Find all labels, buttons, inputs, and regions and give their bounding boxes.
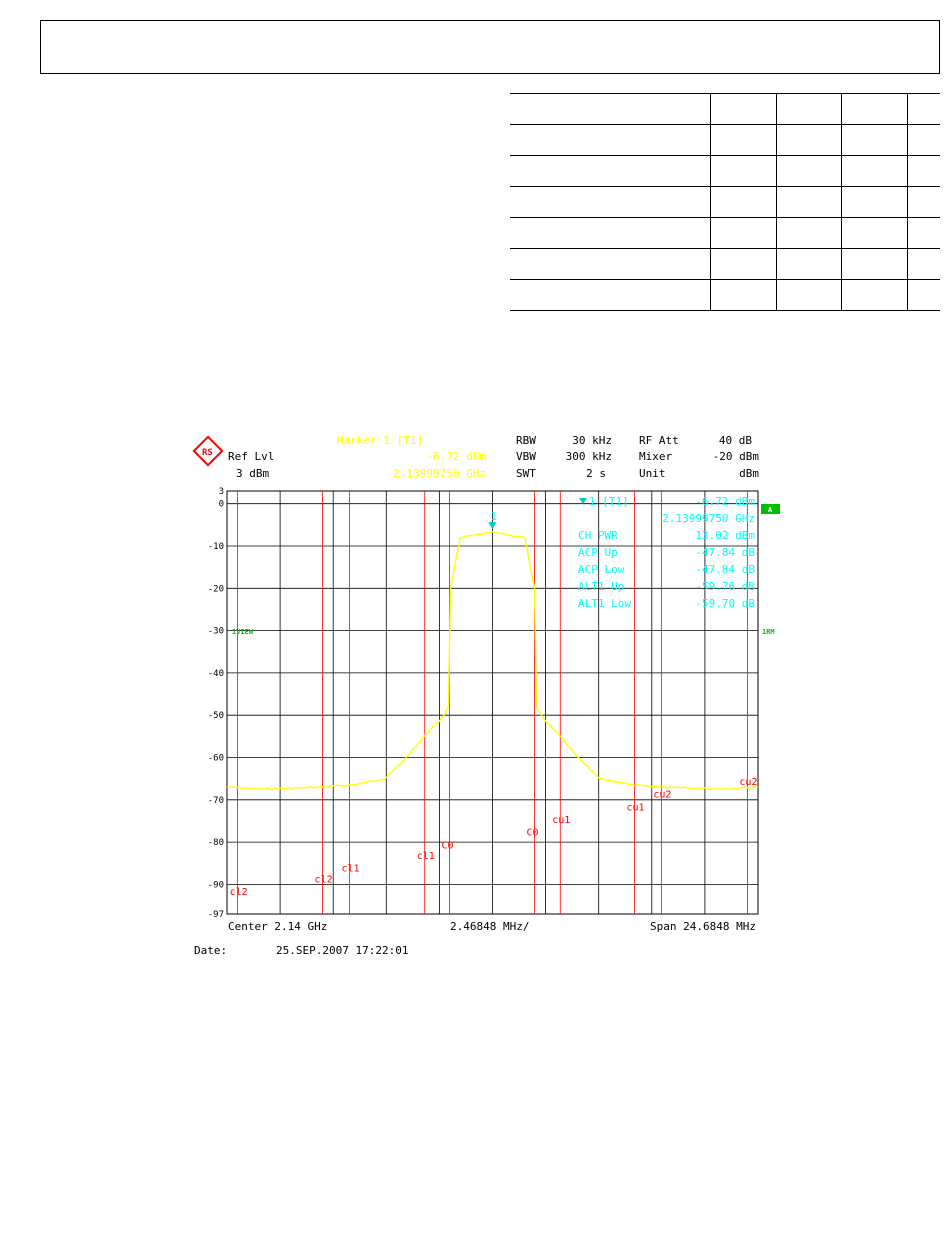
y-tick-label: -20 [207,584,224,595]
y-tick-label: -30 [207,626,224,637]
y-tick-label: -70 [207,795,224,806]
channel-label: cu1 [552,815,571,827]
marker-frequency: 2.13999750 GHz [393,467,486,480]
rf-att-value: 40 dB [718,434,752,447]
trace-a-badge-label: A [767,506,773,514]
y-tick-label: -80 [207,838,224,849]
acp-up-value: -47.84 dB [695,546,755,559]
rf-att-label: RF Att [639,434,679,447]
alt1-low-value: -59.70 dB [695,597,755,610]
date-value: 25.SEP.2007 17:22:01 [276,944,409,957]
channel-label: cl1 [341,863,360,875]
channel-label: cl1 [416,851,435,863]
y-tick-label: 3 [218,487,224,497]
alt1-up-label: ALT1 Up [578,580,625,593]
marker-level: -6.72 dBm [426,450,486,463]
view-label: 1VIEW [232,628,254,636]
rbw-value: 30 kHz [572,434,612,447]
y-tick-label: -10 [207,541,224,552]
channel-label: cu2 [739,776,758,788]
y-tick-label: -60 [207,753,224,764]
swt-value: 2 s [586,467,606,480]
y-tick-label: -40 [207,668,224,679]
ch-pwr-value: 13.02 dBm [695,529,755,542]
mixer-label: Mixer [639,450,673,463]
y-tick-label: 0 [218,499,224,510]
y-tick-label: -50 [207,711,224,722]
acp-low-label: ACP Low [578,563,625,576]
marker-info-frequency: 2.13999750 GHz [662,512,755,525]
y-axis-ticks [208,487,224,920]
swt-label: SWT [516,467,536,480]
date-label: Date: [194,944,228,957]
acp-low-value: -47.84 dB [695,563,755,576]
ref-level-label: Ref Lvl [228,450,275,463]
channel-label: C0 [526,827,539,839]
rbw-label: RBW [516,434,536,447]
ref-level-value: 3 dBm [236,467,270,480]
channel-label: C0 [441,840,454,852]
channel-label: cl2 [314,874,333,886]
marker-info-label: 1 [T1] [589,495,629,508]
unit-label: Unit [639,467,666,480]
y-tick-label: -90 [207,880,224,891]
acp-up-label: ACP Up [578,546,618,559]
rohde-schwarz-logo [194,437,222,465]
channel-label: cu1 [626,802,645,814]
channel-label: cl2 [229,886,248,898]
rm-label: 1RM [762,628,775,636]
vbw-value: 300 kHz [565,450,612,463]
marker-title: Marker 1 [T1] [337,434,424,447]
alt1-low-label: ALT1 Low [578,597,631,610]
per-division: 2.46848 MHz/ [450,920,530,933]
ch-pwr-label: CH PWR [578,529,618,542]
channel-label: cu2 [653,789,672,801]
span: Span 24.6848 MHz [650,920,756,933]
y-tick-label: -97 [207,910,224,920]
svg-text:RS: RS [202,448,213,458]
vbw-label: VBW [516,450,536,463]
alt1-up-value: -59.76 dB [695,580,755,593]
marker-number: 1 [490,510,498,524]
center-frequency: Center 2.14 GHz [228,920,328,933]
mixer-value: -20 dBm [712,450,759,463]
unit-value: dBm [739,467,759,480]
marker-info-level: -6.72 dBm [695,495,755,508]
